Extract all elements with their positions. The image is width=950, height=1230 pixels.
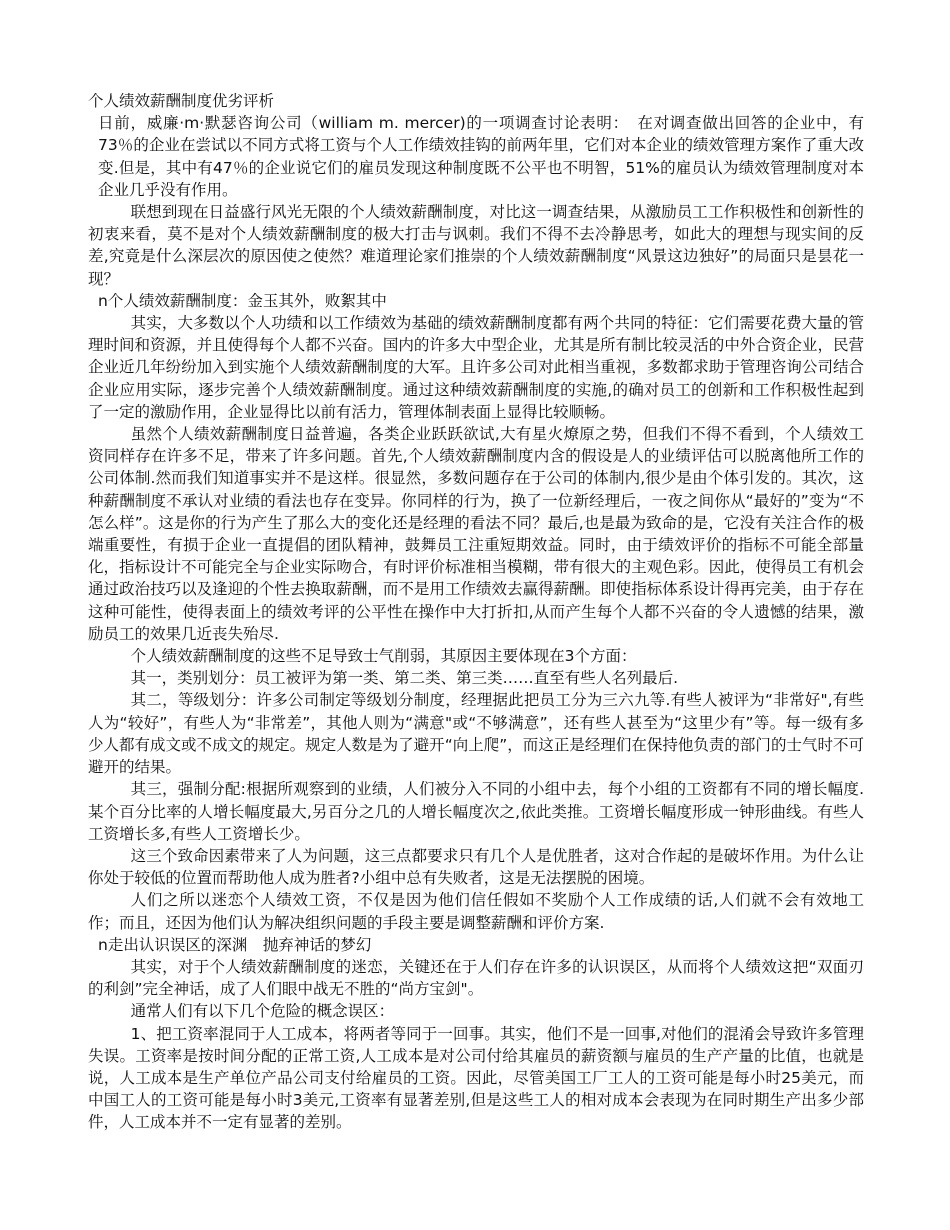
section-heading: n走出认识误区的深渊 抛弃神话的梦幻 xyxy=(98,935,372,954)
body-paragraph: 其实，大多数以个人功绩和以工作绩效为基础的绩效薪酬制度都有两个共同的特征：它们需要花费大量的管理时间和资源，并且使得每个人都不兴奋。国内的许多大中型企业，尤其是所有制比较灵活的中外合资企业，民营企业近几年纷纷加入到实施个人绩效薪酬制度的大军。且许多公司对此相当重视，多数都求助于管理咨询公司结合企业应用实际，逐步完善个人绩效薪酬制度。通过这种绩效薪酬制度的实施,的确对员工的创新和工作积极性起到了一定的激励作用，企业显得比以前有活力，管理体制表面上显得比较顺畅。 xyxy=(88,314,864,421)
body-paragraph: 联想到现在日益盛行风光无限的个人绩效薪酬制度，对比这一调查结果，从激励员工工作积极性和创新性的初衷来看，莫不是对个人绩效薪酬制度的极大打击与讽刺。我们不得不去冷静思考，如此大的理想与现实间的反差,究竟是什么深层次的原因使之使然？难道理论家们推崇的个人绩效薪酬制度“风景这边独好”的局面只是昙花一现？ xyxy=(88,203,864,288)
document-page xyxy=(88,90,864,1134)
body-paragraph: 其实，对于个人绩效薪酬制度的迷恋，关键还在于人们存在许多的认识误区，从而将个人绩效这把“双面刃的利剑”完全神话，成了人们眼中战无不胜的“尚方宝剑"。 xyxy=(88,957,864,999)
body-paragraph: 其一，类别划分：员工被评为第一类、第二类、第三类……直至有些人名列最后. xyxy=(130,669,679,688)
body-paragraph: 1、把工资率混同于人工成本，将两者等同于一回事。其实，他们不是一回事,对他们的混淆会导致许多管理失误。工资率是按时间分配的正常工资,人工成本是对公司付给其雇员的薪资额与雇员的生产产量的比值，也就是说，人工成本是生产单位产品公司支付给雇员的工资。因此，尽管美国工厂工人的工资可能是每小时25美元，而中国工人的工资可能是每小时3美元,工资率有显著差别,但是这些工人的相对成本会表现为在同时期生产出多少部件，人工成本并不一定有显著的差别。 xyxy=(88,1024,864,1132)
body-paragraph: 其二，等级划分：许多公司制定等级划分制度，经理据此把员工分为三六九等.有些人被评为“非常好",有些人为“较好”，有些人为“非常差”，其他人则为“满意"或“不够满意”，还有些人甚至为“这里少有”等。每一级有多少人都有成文或不成文的规定。规定人数是为了避开“向上爬”，而这正是经理们在保持他负责的部门的士气时不可避开的结果。 xyxy=(88,691,864,777)
intro-paragraph: 日前，威廉·m·默瑟咨询公司（william m. mercer)的一项调查讨论表明： 在对调查做出回答的企业中，有73％的企业在尝试以不同方式将工资与个人工作绩效挂钩的前两年里，它们对本企业的绩效管理方案作了重大改变.但是，其中有47％的企业说它们的雇员发现这种制度既不公平也不明智，51%的雇员认为绩效管理制度对本企业几乎没有作用。 xyxy=(98,114,864,199)
body-paragraph: 虽然个人绩效薪酬制度日益普遍，各类企业跃跃欲试,大有星火燎原之势，但我们不得不看到，个人绩效工资同样存在许多不足，带来了许多问题。首先,个人绩效薪酬制度内含的假设是人的业绩评估可以脱离他所工作的公司体制.然而我们知道事实并不是这样。很显然，多数问题存在于公司的体制内,很少是由个体引发的。其次，这种薪酬制度不承认对业绩的看法也存在变异。你同样的行为，换了一位新经理后，一夜之间你从“最好的”变为“不怎么样”。这是你的行为产生了那么大的变化还是经理的看法不同？最后,也是最为致命的是，它没有关注合作的极端重要性，有损于企业一直提倡的团队精神，鼓舞员工注重短期效益。同时，由于绩效评价的指标不可能全部量化，指标设计不可能完全与企业实际吻合，有时评价标准相当模糊，带有很大的主观色彩。因此，使得员工有机会通过政治技巧以及逢迎的个性去换取薪酬，而不是用工作绩效去赢得薪酬。即使指标体系设计得再完美，由于存在这种可能性，使得表面上的绩效考评的公平性在操作中大打折扣,从而产生每个人都不兴奋的令人遗憾的结果，激励员工的效果几近丧失殆尽. xyxy=(88,425,865,643)
body-paragraph: 人们之所以迷恋个人绩效工资，不仅是因为他们信任假如不奖励个人工作成绩的话,人们就不会有效地工作；而且，还因为他们认为解决组织问题的手段主要是调整薪酬和评价方案. xyxy=(88,891,864,932)
body-paragraph: 这三个致命因素带来了人为问题，这三点都要求只有几个人是优胜者，这对合作起的是破坏作用。为什么让你处于较低的位置而帮助他人成为胜者?小组中总有失败者，这是无法摆脱的困境。 xyxy=(88,846,864,888)
document-title: 个人绩效薪酬制度优劣评析 xyxy=(88,92,275,110)
body-paragraph: 通常人们有以下几个危险的概念误区： xyxy=(130,1002,395,1021)
body-paragraph: 个人绩效薪酬制度的这些不足导致士气削弱，其原因主要体现在3个方面： xyxy=(130,647,637,666)
body-paragraph: 其三，强制分配:根据所观察到的业绩，人们被分入不同的小组中去，每个小组的工资都有不同的增长幅度.某个百分比率的人增长幅度最大,另百分之几的人增长幅度次之,依此类推。工资增长幅度形成一钟形曲线。有些人工资增长多,有些人工资增长少。 xyxy=(88,780,864,843)
section-heading: n个人绩效薪酬制度：金玉其外，败絮其中 xyxy=(98,291,387,310)
